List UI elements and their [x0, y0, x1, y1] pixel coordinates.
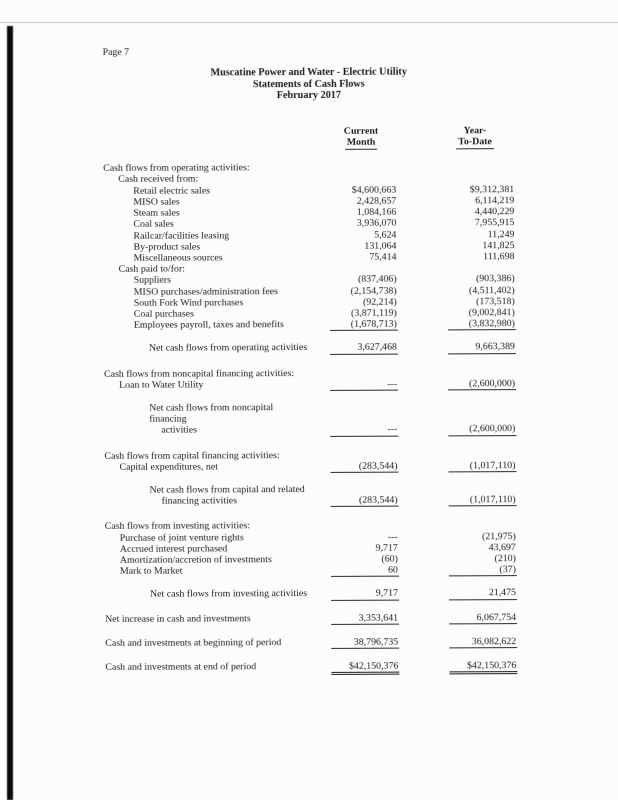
amount-year-to-date: 9,663,389 — [420, 341, 516, 354]
to-date-label: To-Date — [456, 136, 494, 149]
amount-current-month: $4,600,663 — [351, 184, 397, 196]
amount-current-month: (837,406) — [357, 273, 397, 286]
amount-year-to-date: 21,475 — [421, 587, 517, 600]
current-label: Current — [343, 125, 379, 137]
month-label: Month — [345, 137, 378, 150]
row-label: South Fork Wind purchases — [133, 297, 244, 309]
amount-current-month: 3,936,070 — [356, 217, 397, 230]
row-label: Steam sales — [133, 207, 180, 219]
page-number: Page 7 — [102, 46, 130, 58]
amount-current-month: $42,150,376 — [311, 661, 399, 674]
amount-current-month — [311, 520, 399, 532]
row-label: Cash paid to/for: — [118, 263, 186, 275]
column-headers — [103, 125, 515, 151]
amount-current-month: (3,871,119) — [351, 307, 397, 319]
amount-current-month — [309, 162, 397, 174]
row-label: Suppliers — [133, 274, 171, 287]
amount-year-to-date: $9,312,381 — [469, 183, 515, 195]
statement-row — [104, 423, 516, 437]
statement-row — [104, 318, 516, 332]
statement-rows — [103, 161, 517, 674]
amount-current-month: (283,544) — [311, 495, 399, 508]
amount-year-to-date: (903,386) — [475, 273, 515, 285]
row-label: Net cash flows from noncapital financing — [149, 402, 274, 425]
row-label: Capital expenditures, net — [119, 461, 218, 473]
column-header-year-to-date — [419, 125, 515, 150]
amount-current-month: 1,084,166 — [356, 206, 397, 218]
amount-year-to-date: (1,017,110) — [421, 494, 517, 507]
row-label: Retail electric sales — [133, 185, 211, 197]
amount-year-to-date — [420, 401, 516, 413]
amount-current-month: --- — [310, 424, 398, 437]
amount-year-to-date: (2,600,000) — [420, 378, 516, 391]
amount-current-month: (1,678,713) — [310, 319, 398, 332]
row-label: Cash and investments at end of period — [105, 661, 257, 673]
amount-current-month: 60 — [311, 565, 399, 578]
row-label: activities — [161, 424, 197, 436]
amount-year-to-date: 6,114,219 — [475, 194, 515, 207]
statement-row — [105, 636, 517, 650]
amount-year-to-date: 4,440,229 — [474, 206, 515, 218]
amount-current-month — [310, 263, 398, 275]
amount-year-to-date: (1,017,110) — [420, 460, 516, 473]
amount-year-to-date: 111,698 — [483, 251, 515, 263]
row-label: Amortization/accretion of investments — [119, 554, 272, 566]
amount-current-month: --- — [387, 531, 398, 543]
amount-year-to-date: 6,067,754 — [421, 612, 517, 625]
row-label: Loan to Water Utility — [119, 379, 204, 391]
amount-current-month: 2,428,657 — [356, 195, 397, 207]
row-label: MISO purchases/administration fees — [133, 285, 278, 298]
row-label: Purchase of joint venture rights — [119, 531, 244, 544]
column-header-current-month — [309, 125, 397, 150]
row-label: Accrued interest purchased — [119, 543, 228, 555]
amount-year-to-date — [419, 161, 515, 173]
amount-current-month: 38,796,735 — [311, 636, 399, 649]
amount-current-month — [310, 402, 398, 414]
row-label: Railcar/facilities leasing — [133, 229, 230, 242]
row-label: Coal sales — [133, 218, 174, 231]
scan-binding-strip — [7, 26, 13, 800]
amount-year-to-date: 36,082,622 — [421, 636, 517, 649]
amount-year-to-date: (3,832,980) — [420, 318, 516, 331]
row-label: Coal purchases — [133, 308, 194, 320]
amount-current-month: 5,624 — [374, 229, 397, 241]
row-label: financing activities — [161, 495, 238, 507]
row-label: Miscellaneous sources — [133, 252, 223, 264]
amount-current-month — [311, 484, 399, 496]
amount-current-month — [309, 173, 397, 185]
amount-current-month: 3,627,468 — [310, 342, 398, 355]
amount-year-to-date — [420, 367, 516, 379]
statement-row — [104, 460, 516, 474]
row-label: Employees payroll, taxes and benefits — [133, 319, 284, 331]
statement-row — [105, 612, 517, 626]
scan-edge-artifact — [0, 22, 618, 23]
amount-year-to-date: (210) — [494, 553, 516, 565]
statement-row — [105, 660, 517, 674]
row-label: Cash flows from investing activities: — [104, 520, 251, 533]
amount-year-to-date: (21,975) — [482, 530, 516, 542]
column-header-spacer — [103, 126, 309, 151]
amount-year-to-date — [419, 173, 515, 185]
amount-year-to-date: (4,511,402) — [468, 284, 515, 296]
amount-current-month: 9,717 — [375, 542, 398, 554]
statement-row — [105, 494, 517, 508]
amount-year-to-date: 7,955,915 — [474, 217, 515, 229]
amount-year-to-date: (2,600,000) — [420, 423, 516, 436]
row-label: Cash flows from noncapital financing activities: — [104, 367, 295, 380]
amount-year-to-date — [421, 519, 517, 531]
amount-current-month — [310, 449, 398, 461]
amount-current-month: --- — [310, 378, 398, 391]
statement-row — [104, 341, 516, 355]
row-label: Cash flows from capital financing activities: — [104, 449, 280, 462]
amount-current-month: 3,353,641 — [311, 612, 399, 625]
statement-row — [104, 378, 516, 392]
amount-current-month: 75,414 — [369, 251, 397, 263]
amount-current-month: 131,064 — [364, 240, 397, 252]
amount-year-to-date: 43,697 — [488, 541, 516, 553]
row-label: Net cash flows from operating activities — [148, 342, 308, 355]
amount-year-to-date — [420, 262, 516, 274]
amount-year-to-date: (37) — [421, 564, 517, 577]
amount-current-month — [310, 367, 398, 379]
amount-current-month: (60) — [381, 553, 398, 565]
report-title-block — [103, 66, 515, 103]
amount-current-month: 9,717 — [311, 588, 399, 601]
amount-year-to-date: (9,002,841) — [468, 307, 515, 319]
row-label: Net increase in cash and investments — [105, 612, 251, 625]
report-period: February 2017 — [276, 90, 341, 102]
amount-year-to-date — [421, 483, 517, 495]
statement-row — [104, 401, 516, 425]
row-label: MISO sales — [133, 196, 180, 208]
amount-year-to-date — [420, 449, 516, 461]
amount-year-to-date: $42,150,376 — [421, 660, 517, 673]
amount-current-month: (92,214) — [362, 296, 397, 308]
report-subtitle: Statements of Cash Flows — [252, 78, 365, 90]
row-label: Cash received from: — [118, 173, 199, 186]
row-label: Net cash flows from investing activities — [149, 588, 308, 601]
statement-row — [105, 564, 517, 578]
amount-current-month: (2,154,738) — [350, 285, 397, 297]
row-label: Cash flows from operating activities: — [103, 162, 250, 175]
row-label: Cash and investments at beginning of period — [105, 636, 282, 649]
row-label: By-product sales — [133, 241, 201, 253]
amount-year-to-date: (173,518) — [476, 295, 515, 307]
statement-row — [105, 587, 517, 601]
year-label: Year- — [463, 125, 487, 137]
report-title: Muscatine Power and Water - Electric Utility — [210, 66, 407, 79]
row-label: Mark to Market — [119, 565, 183, 578]
amount-year-to-date: 11,249 — [487, 228, 515, 240]
amount-current-month: (283,544) — [310, 460, 398, 473]
row-label: Net cash flows from capital and related — [149, 483, 305, 496]
document-content — [103, 45, 518, 674]
amount-year-to-date: 141,825 — [482, 239, 515, 251]
